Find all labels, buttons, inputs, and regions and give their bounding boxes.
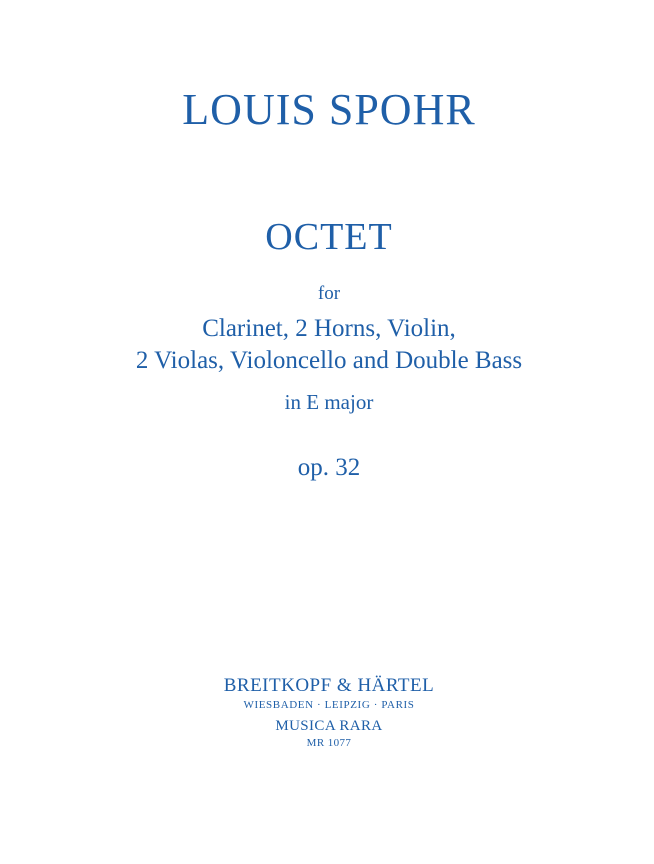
work-title: OCTET [265,216,393,258]
publisher-imprint: MUSICA RARA [275,718,383,734]
opus-number: op. 32 [297,454,361,481]
key-label: in E major [284,390,374,414]
instrumentation-line-2: 2 Violas, Violoncello and Double Bass [135,347,523,374]
for-label: for [317,283,341,304]
composer-name: LOUIS SPOHR [182,85,476,134]
publisher-name: BREITKOPF & HÄRTEL [223,675,435,696]
publisher-cities: WIESBADEN · LEIPZIG · PARIS [243,699,415,711]
catalog-number: MR 1077 [306,737,352,749]
instrumentation-line-1: Clarinet, 2 Horns, Violin, [202,315,456,342]
